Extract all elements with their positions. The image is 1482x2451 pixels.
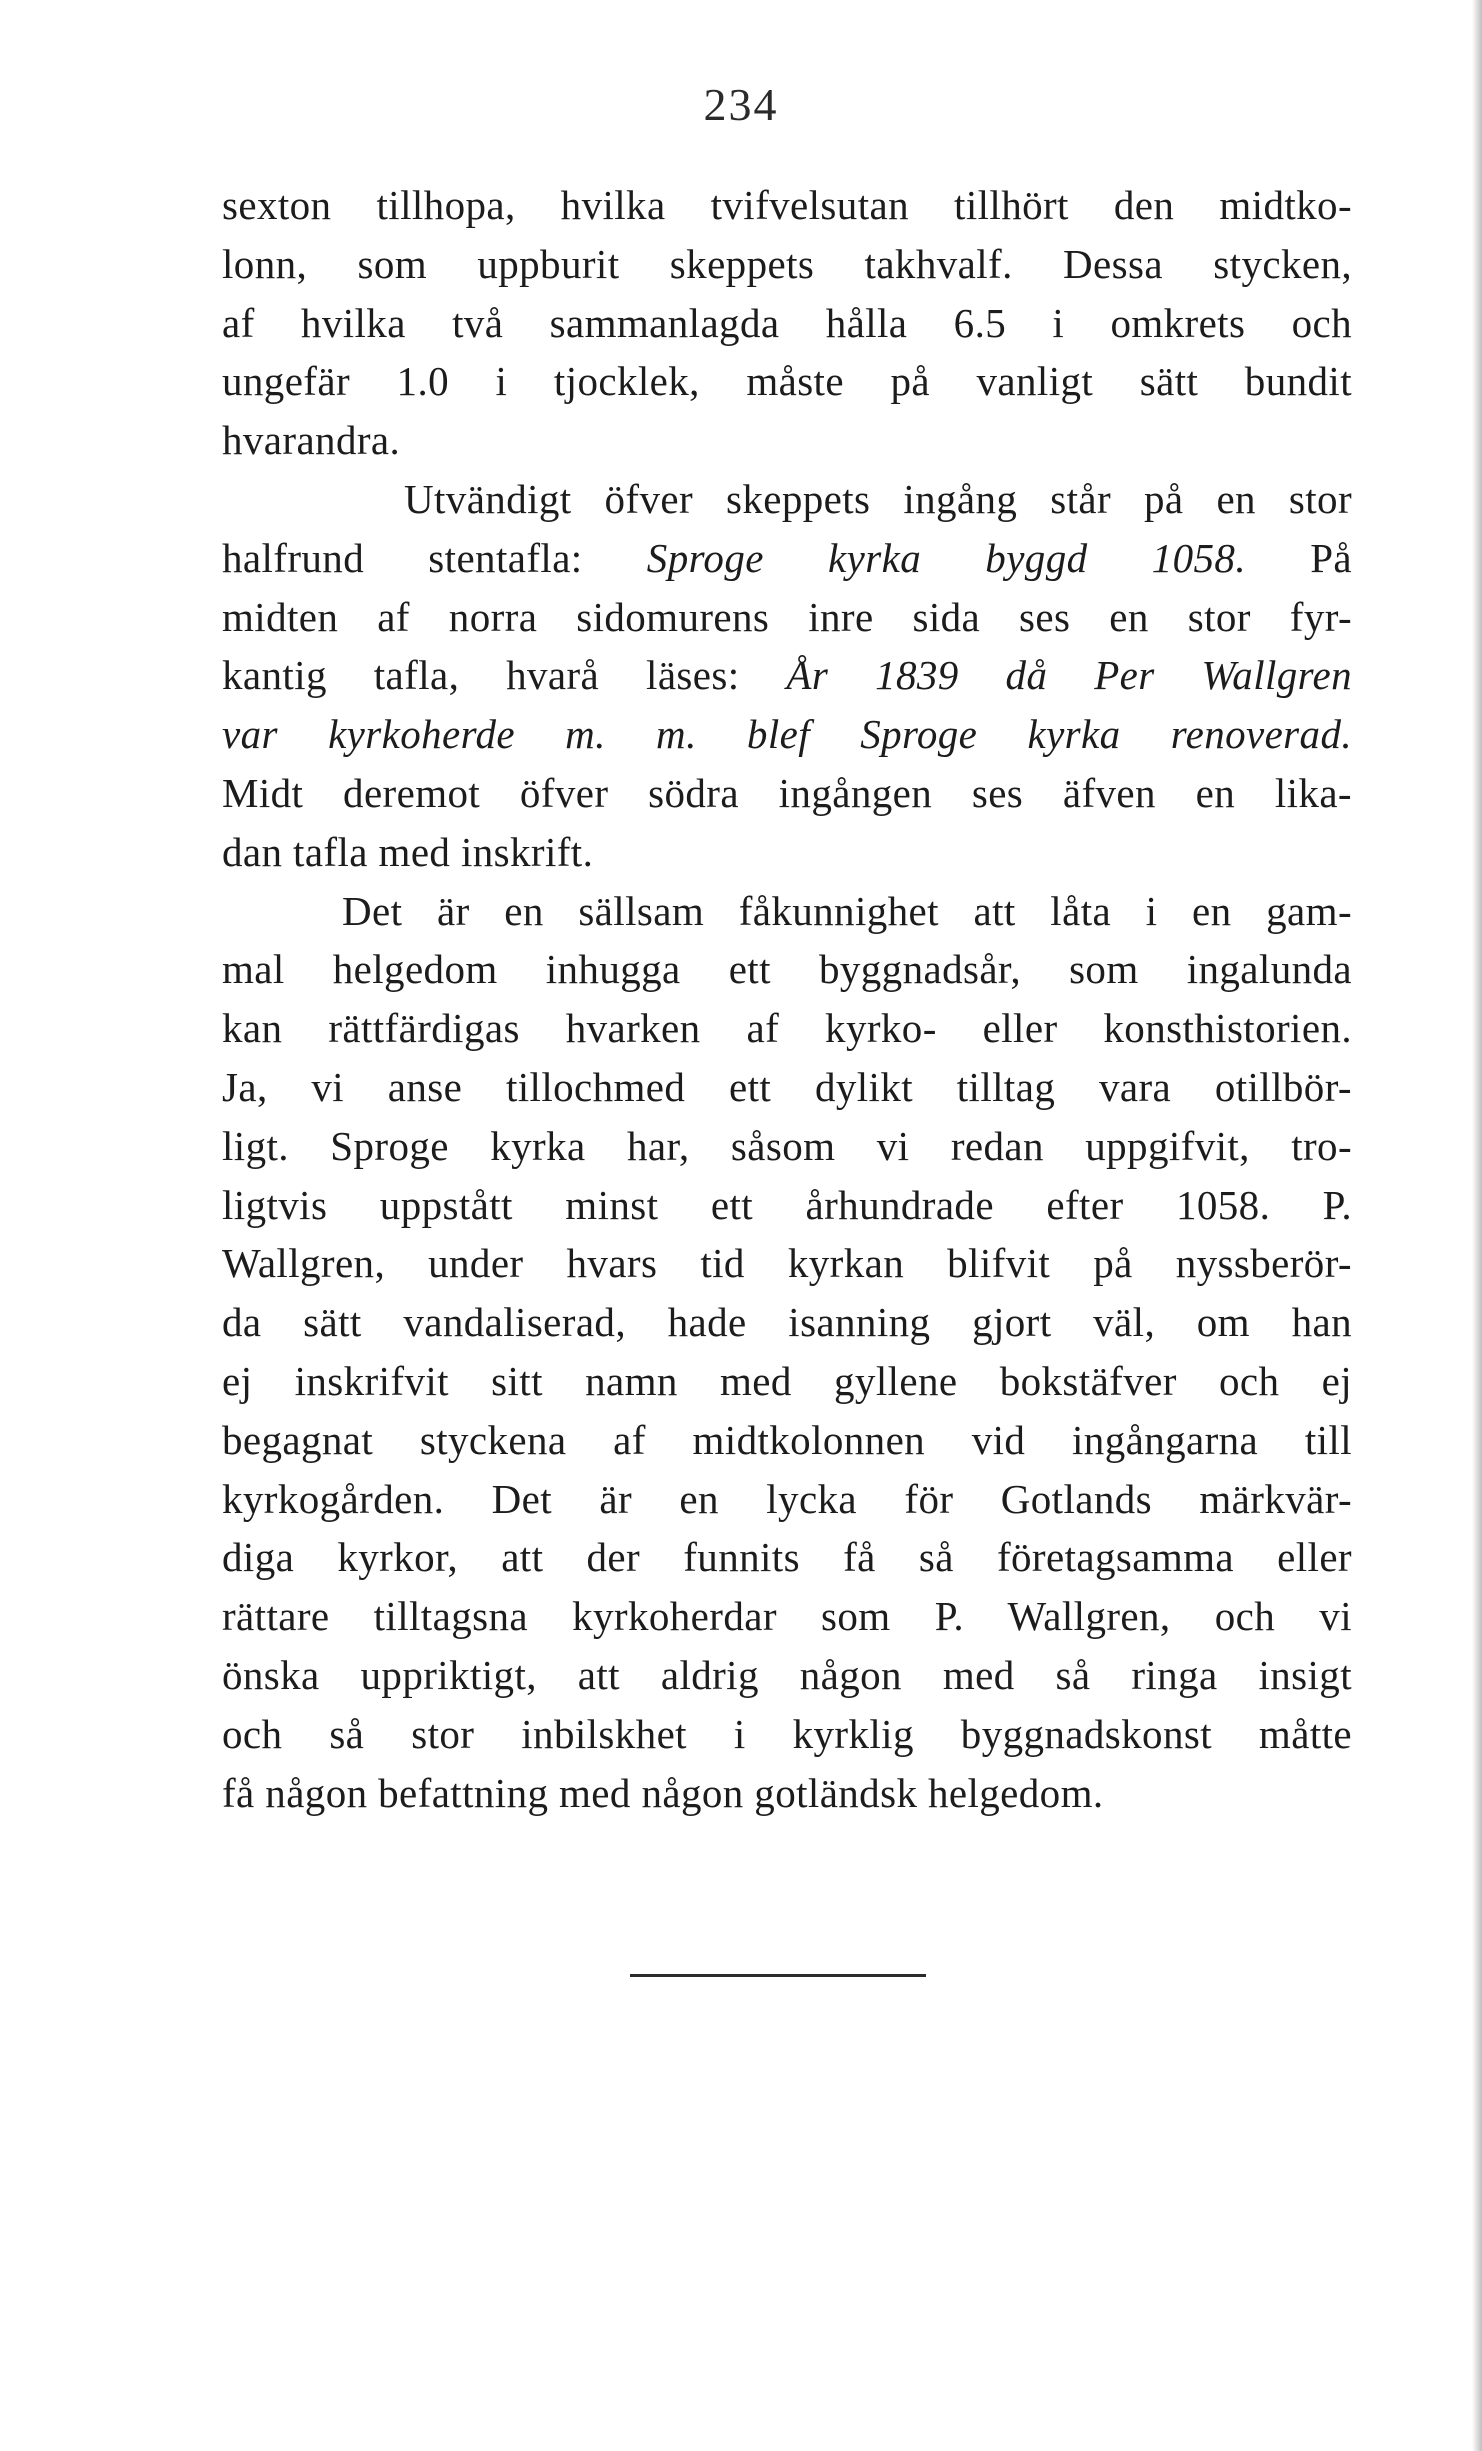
text-segment: diga kyrkor, att der funnits få så företagsamma eller bbox=[222, 1534, 1352, 1581]
text-line bbox=[222, 1176, 1352, 1235]
text-segment: På bbox=[1245, 534, 1352, 581]
text-segment: Midt deremot öfver södra ingången ses äfven en lika- bbox=[222, 769, 1352, 816]
text-line bbox=[222, 1646, 1352, 1705]
text-line bbox=[222, 529, 1352, 588]
text-segment: ligtvis uppstått minst ett århundrade efter 1058. P. bbox=[222, 1181, 1352, 1228]
text-line bbox=[222, 940, 1352, 999]
text-segment: kyrkogården. Det är en lycka för Gotlands märkvär- bbox=[222, 1475, 1352, 1522]
text-segment: Utvändigt öfver skeppets ingång står på en stor bbox=[404, 475, 1352, 522]
text-segment: rättare tilltagsna kyrkoherdar som P. Wallgren, och vi bbox=[222, 1593, 1352, 1640]
text-line bbox=[222, 1470, 1352, 1529]
text-segment: ungefär 1.0 i tjocklek, måste på vanligt sätt bundit bbox=[222, 358, 1352, 405]
text-line bbox=[222, 705, 1352, 764]
text-segment: önska uppriktigt, att aldrig någon med så ringa insigt bbox=[222, 1651, 1352, 1698]
text-segment: Ja, vi anse tillochmed ett dylikt tilltag vara otillbör- bbox=[222, 1063, 1352, 1110]
text-line bbox=[222, 411, 1352, 470]
italic-inscription: var kyrkoherde m. m. blef Sproge kyrka renoverad. bbox=[222, 711, 1352, 758]
page-edge-shadow bbox=[1472, 0, 1482, 2451]
text-segment: da sätt vandaliserad, hade isanning gjort väl, om han bbox=[222, 1299, 1352, 1346]
text-segment: halfrund stentafla: bbox=[222, 534, 647, 581]
body-text bbox=[222, 176, 1352, 1822]
page-number: 234 bbox=[703, 79, 779, 130]
text-segment: af hvilka två sammanlagda hålla 6.5 i omkrets och bbox=[222, 299, 1352, 346]
text-line bbox=[222, 470, 1352, 529]
text-line bbox=[222, 235, 1352, 294]
text-line bbox=[222, 1411, 1352, 1470]
text-line bbox=[222, 1058, 1352, 1117]
text-segment: Det är en sällsam fåkunnighet att låta i en gam- bbox=[342, 887, 1352, 934]
text-segment: dan tafla med inskrift. bbox=[222, 828, 594, 875]
text-line bbox=[222, 1587, 1352, 1646]
text-line bbox=[222, 1528, 1352, 1587]
text-line bbox=[222, 823, 1352, 882]
text-segment: begagnat styckena af midtkolonnen vid ingångarna till bbox=[222, 1416, 1352, 1463]
text-segment: hvarandra. bbox=[222, 417, 401, 464]
text-line bbox=[222, 176, 1352, 235]
text-line bbox=[222, 764, 1352, 823]
text-line bbox=[222, 1352, 1352, 1411]
text-line bbox=[222, 1764, 1352, 1823]
text-line bbox=[222, 646, 1352, 705]
text-segment: få någon befattning med någon gotländsk helgedom. bbox=[222, 1769, 1104, 1816]
text-segment: kantig tafla, hvarå läses: bbox=[222, 652, 787, 699]
text-segment: ej inskrifvit sitt namn med gyllene bokstäfver och ej bbox=[222, 1357, 1352, 1404]
text-segment: sexton tillhopa, hvilka tvifvelsutan tillhört den midtko- bbox=[222, 182, 1352, 228]
text-line bbox=[222, 1705, 1352, 1764]
text-line bbox=[222, 882, 1352, 941]
text-segment: ligt. Sproge kyrka har, såsom vi redan uppgifvit, tro- bbox=[222, 1122, 1352, 1169]
text-line bbox=[222, 1293, 1352, 1352]
italic-inscription: År 1839 då Per Wallgren bbox=[786, 652, 1353, 699]
italic-inscription: Sproge kyrka byggd 1058. bbox=[646, 534, 1246, 581]
text-line bbox=[222, 352, 1352, 411]
text-line bbox=[222, 1234, 1352, 1293]
text-segment: Wallgren, under hvars tid kyrkan blifvit på nyssberör- bbox=[222, 1240, 1352, 1287]
text-line bbox=[222, 294, 1352, 353]
text-line bbox=[222, 999, 1352, 1058]
text-segment: och så stor inbilskhet i kyrklig byggnadskonst måtte bbox=[222, 1710, 1352, 1757]
text-line bbox=[222, 588, 1352, 647]
separator-rule bbox=[630, 1974, 926, 1977]
text-line bbox=[222, 1117, 1352, 1176]
text-segment: lonn, som uppburit skeppets takhvalf. Dessa stycken, bbox=[222, 240, 1352, 287]
text-segment: midten af norra sidomurens inre sida ses en stor fyr- bbox=[222, 593, 1352, 640]
text-segment: kan rättfärdigas hvarken af kyrko- eller konsthistorien. bbox=[222, 1005, 1352, 1052]
text-segment: mal helgedom inhugga ett byggnadsår, som ingalunda bbox=[222, 946, 1352, 993]
